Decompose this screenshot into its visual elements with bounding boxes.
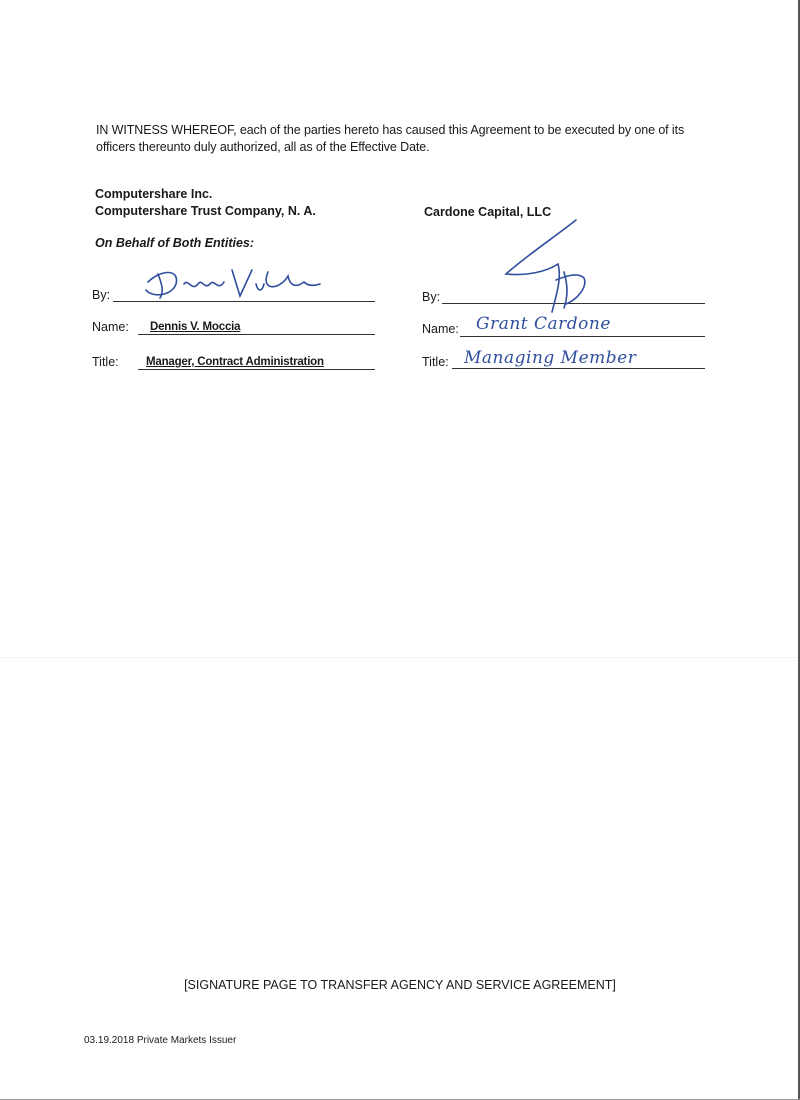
right-name-line	[460, 336, 705, 337]
right-title-value: Managing Member	[464, 348, 637, 368]
left-entity-name-2: Computershare Trust Company, N. A.	[95, 204, 316, 218]
behalf-label: On Behalf of Both Entities:	[95, 236, 255, 250]
right-title-label: Title:	[422, 355, 449, 369]
page-caption: [SIGNATURE PAGE TO TRANSFER AGENCY AND SERVICE AGREEMENT]	[184, 978, 616, 992]
witness-paragraph: IN WITNESS WHEREOF, each of the parties hereto has caused this Agreement to be executed by one of its officers thereunto duly authorized, all as of the Effective Date.	[96, 123, 685, 154]
right-signature	[496, 216, 596, 316]
left-title-label: Title:	[92, 355, 119, 369]
left-title-value: Manager, Contract Administration	[146, 356, 324, 368]
right-name-label: Name:	[422, 322, 459, 336]
right-name-value: Grant Cardone	[476, 314, 611, 334]
left-name-line	[138, 334, 375, 335]
right-title-line	[452, 368, 705, 369]
left-name-value: Dennis V. Moccia	[150, 321, 241, 333]
left-entity-name-1: Computershare Inc.	[95, 187, 213, 201]
left-entity-block	[95, 186, 316, 220]
page-fold-divider	[0, 657, 800, 658]
left-by-label: By:	[92, 288, 111, 302]
document-id: 03.19.2018 Private Markets Issuer	[84, 1035, 237, 1046]
right-entity-name: Cardone Capital, LLC	[424, 205, 552, 219]
right-by-label: By:	[422, 290, 441, 304]
left-signature	[140, 262, 330, 302]
left-name-label: Name:	[92, 320, 129, 334]
left-title-line	[138, 369, 375, 370]
